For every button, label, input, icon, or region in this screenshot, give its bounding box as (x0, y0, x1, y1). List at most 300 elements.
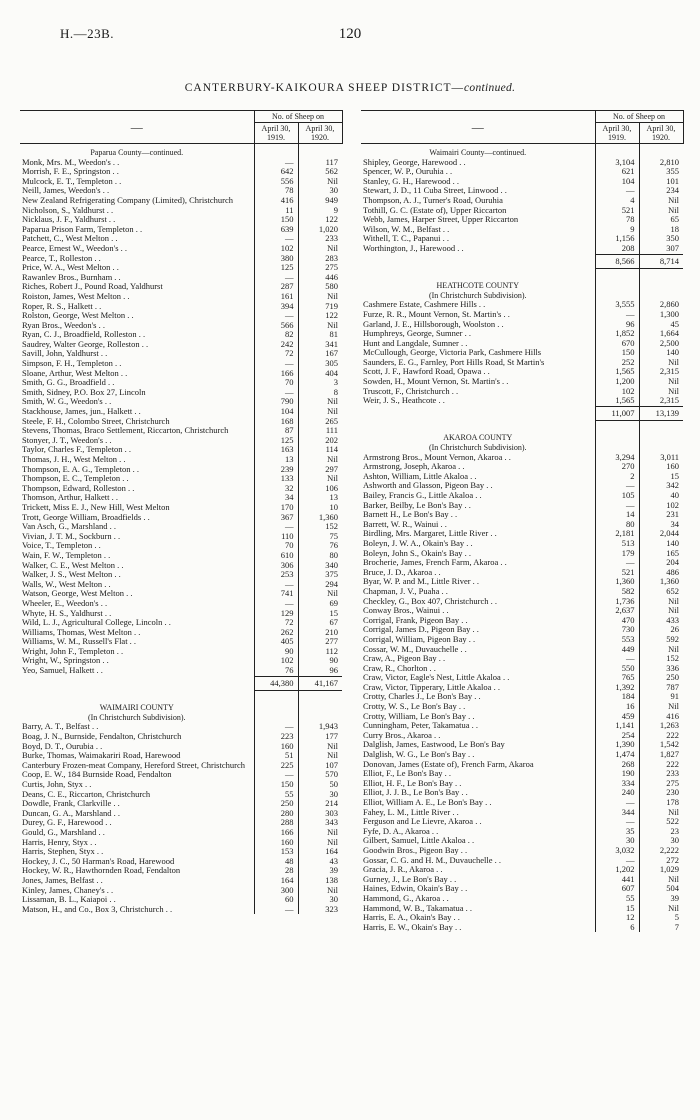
sheep-1920: 138 (298, 876, 342, 886)
sheep-1919: — (254, 311, 298, 321)
owner-name: Crotty, W. S., Le Bon's Bay . . (363, 702, 466, 712)
sheep-1919: 300 (254, 886, 298, 896)
sheep-1919: 521 (595, 568, 639, 578)
owner-name: Corrigal, Frank, Pigeon Bay . . (363, 615, 468, 625)
sheep-1920: 2,315 (639, 367, 683, 377)
sheep-1919: 394 (254, 302, 298, 312)
subdivision-heading (361, 443, 683, 453)
table-row (361, 510, 683, 520)
sheep-1919: 28 (254, 866, 298, 876)
sheep-1920: 522 (639, 817, 683, 827)
sheep-1919: 449 (595, 645, 639, 655)
owner-name: Savill, John, Yaldhurst . . (22, 349, 108, 359)
sheep-1919: 2,637 (595, 606, 639, 616)
sheep-1920: 30 (298, 790, 342, 800)
owner-name: Ryan, C. J., Broadfield, Rolleston . . (22, 330, 146, 340)
table-row (361, 788, 683, 798)
empty-cell (254, 699, 298, 713)
sheep-count-header: No. of Sheep on (595, 111, 683, 123)
right-table-body (361, 144, 683, 933)
owner-header: — (361, 111, 595, 144)
owner-name: Withell, T. C., Papanui . . (363, 234, 449, 244)
table-row (20, 167, 342, 177)
sheep-1920: 7 (639, 923, 683, 933)
sheep-1920: 3,011 (639, 453, 683, 463)
sheep-1920: Nil (639, 645, 683, 655)
sheep-1919: 55 (254, 790, 298, 800)
owner-name: Voice, T., Templeton . . (22, 541, 101, 551)
sheep-1920: Nil (639, 875, 683, 885)
table-row (361, 577, 683, 587)
empty-cell (361, 269, 595, 278)
sheep-1920: 272 (639, 856, 683, 866)
owner-name: Van Asch, G., Marshland . . (22, 522, 116, 532)
empty-cell (361, 421, 595, 430)
sheep-1919: 13 (254, 455, 298, 465)
owner-name: Crotty, William, Le Bon's Bay . . (363, 711, 475, 721)
owner-name: Checkley, G., Box 407, Christchurch . . (363, 596, 498, 606)
sheep-1920: Nil (639, 196, 683, 206)
sheep-1920: 1,300 (639, 310, 683, 320)
sheep-1919: 102 (595, 387, 639, 397)
owner-name: Truscott, F., Christchurch . . (363, 386, 459, 396)
sheep-1920: 1,360 (298, 513, 342, 523)
owner-name: Dalglish, W. G., Le Bon's Bay . . (363, 750, 475, 760)
sheep-1920: 178 (639, 798, 683, 808)
table-row (20, 321, 342, 331)
table-row (361, 587, 683, 597)
owner-name: Haines, Edwin, Okain's Bay . . (363, 884, 468, 894)
sheep-1919: 70 (254, 541, 298, 551)
table-row (361, 196, 683, 206)
table-row (361, 158, 683, 168)
sheep-1919: 288 (254, 818, 298, 828)
sheep-1920: 30 (639, 836, 683, 846)
sheep-1919: 110 (254, 532, 298, 542)
county-heading (361, 144, 683, 158)
sheep-1919: 1,392 (595, 683, 639, 693)
sheep-1920: 446 (298, 273, 342, 283)
sheep-1919: 521 (595, 206, 639, 216)
owner-name: Wright, W., Springston . . (22, 656, 109, 666)
sheep-1920: 34 (639, 520, 683, 530)
sheep-1919: 164 (254, 876, 298, 886)
sheep-1920: 2,810 (639, 158, 683, 168)
sheep-1920: 1,943 (298, 722, 342, 732)
sheep-1919: 153 (254, 847, 298, 857)
owner-name: Tothill, G. C. (Estate of), Upper Riccarton (363, 205, 507, 215)
table-row (20, 177, 342, 187)
table-row (361, 520, 683, 530)
sheep-1920: 307 (639, 244, 683, 254)
owner-name: Smith, G. G., Broadfield . . (22, 378, 115, 388)
table-row (361, 244, 683, 254)
table-row (20, 742, 342, 752)
sheep-1920: 294 (298, 580, 342, 590)
owner-name: Burke, Thomas, Waimakariri Road, Harewood (22, 751, 181, 761)
sheep-1920: 114 (298, 445, 342, 455)
sheep-1919: 741 (254, 589, 298, 599)
owner-name: Craw, A., Pigeon Bay . . (363, 654, 446, 664)
table-row (361, 453, 683, 463)
table-row (20, 609, 342, 619)
sheep-1919: 1,360 (595, 577, 639, 587)
empty-cell (595, 277, 639, 291)
owner-name: Mulcock, E. T., Templeton . . (22, 176, 122, 186)
sheep-1920: 102 (639, 501, 683, 511)
sheep-1920: 80 (298, 551, 342, 561)
sheep-1919: — (254, 722, 298, 732)
owner-name: Coop, E. W., 184 Burnside Road, Fendalton (22, 770, 172, 780)
total-1920: 13,139 (639, 406, 683, 421)
sheep-1920: 592 (639, 635, 683, 645)
sheep-1919: 125 (254, 263, 298, 273)
table-row (20, 905, 342, 915)
table-row (20, 369, 342, 379)
sheep-1919: 15 (595, 904, 639, 914)
sheep-1919: 287 (254, 282, 298, 292)
sheep-1919: 150 (254, 215, 298, 225)
owner-name: Ryan Bros., Weedon's . . (22, 320, 105, 330)
owner-name: Rawanlev Bros., Burnham . . (22, 272, 121, 282)
owner-name: Steele, F. H., Colombo Street, Christchurch (22, 416, 170, 426)
owner-name: Morrish, F. E., Springston . . (22, 167, 119, 177)
empty-cell (361, 406, 595, 421)
sheep-1919: — (595, 481, 639, 491)
sheep-1919: — (254, 158, 298, 168)
sheep-1920: 8 (298, 388, 342, 398)
owner-name: Gurney, J., Le Bon's Bay . . (363, 874, 457, 884)
owner-name: Craw, Victor, Eagle's Nest, Little Akaloa . . (363, 673, 510, 683)
sheep-1920: 341 (298, 340, 342, 350)
owner-name: Crotty, Charles J., Le Bon's Bay . . (363, 692, 481, 702)
total-1919: 8,566 (595, 254, 639, 269)
sheep-1919: — (254, 234, 298, 244)
table-row (361, 549, 683, 559)
county-name: Waimairi County—continued. (429, 148, 527, 157)
table-row (361, 167, 683, 177)
owner-name: Conway Bros., Wainui . . (363, 606, 449, 616)
table-row (20, 397, 342, 407)
sheep-1920: Nil (639, 606, 683, 616)
sheep-1920: Nil (639, 387, 683, 397)
county-total-row (20, 676, 342, 691)
sheep-1920: Nil (639, 808, 683, 818)
table-row (361, 692, 683, 702)
table-row (361, 760, 683, 770)
owner-name: Garland, J. E., Hillsborough, Woolston . . (363, 319, 504, 329)
table-row (20, 722, 342, 732)
sheep-1919: 621 (595, 167, 639, 177)
county-name: Paparua County—continued. (90, 148, 184, 157)
sheep-1920: 76 (298, 541, 342, 551)
sheep-1920: Nil (298, 397, 342, 407)
sheep-1919: 105 (595, 491, 639, 501)
owner-name: Rolston, George, West Melton . . (22, 311, 134, 321)
sheep-1920: 177 (298, 732, 342, 742)
table-row (20, 445, 342, 455)
sheep-count-header: No. of Sheep on (254, 111, 342, 123)
sheep-1920: 277 (298, 637, 342, 647)
sheep-1920: 275 (298, 263, 342, 273)
sheep-1920: 2,860 (639, 300, 683, 310)
owner-name: Furze, R. R., Mount Vernon, St. Martin's . . (363, 309, 510, 319)
sheep-1919: 14 (595, 510, 639, 520)
sheep-1920: 106 (298, 484, 342, 494)
sheep-1920: 140 (639, 348, 683, 358)
sheep-1920: Nil (298, 292, 342, 302)
owner-name: Brocherie, James, French Farm, Akaroa . . (363, 558, 507, 568)
owner-name: Lissaman, B. L., Kaiapoi . . (22, 895, 116, 905)
owner-name: Wheeler, E., Weedon's . . (22, 598, 108, 608)
empty-cell (639, 429, 683, 443)
left-table-body (20, 144, 342, 915)
table-row (20, 186, 342, 196)
sheep-1919: 48 (254, 857, 298, 867)
sheep-1920: 233 (298, 234, 342, 244)
sheep-1919: — (595, 310, 639, 320)
owner-name: Elliot, J. J. B., Le Bon's Bay . . (363, 788, 468, 798)
table-row (20, 818, 342, 828)
county-name: HEATHCOTE COUNTY (436, 281, 519, 291)
sheep-1920: 152 (298, 522, 342, 532)
owner-name: New Zealand Refrigerating Company (Limited), Christchurch (22, 195, 234, 205)
table-row (20, 417, 342, 427)
table-row (20, 580, 342, 590)
sheep-1919: 1,200 (595, 377, 639, 387)
sheep-1919: 12 (595, 913, 639, 923)
sheep-1920: 2,500 (639, 339, 683, 349)
sheep-1919: 380 (254, 254, 298, 264)
owner-name: Harris, E. W., Okain's Bay . . (363, 922, 462, 932)
sheep-1920: 340 (298, 561, 342, 571)
owner-name: Craw, Victor, Tipperary, Little Akaloa . . (363, 682, 500, 692)
owner-name: Wright, John F., Templeton . . (22, 646, 124, 656)
sheep-1920: 949 (298, 196, 342, 206)
owner-name: Price, W. A., West Melton . . (22, 263, 119, 273)
sheep-1920: 112 (298, 647, 342, 657)
sheep-1920: 222 (639, 731, 683, 741)
table-row (20, 244, 342, 254)
sheep-1920: 30 (298, 186, 342, 196)
total-1919: 11,007 (595, 406, 639, 421)
table-row (20, 780, 342, 790)
sheep-1920: 283 (298, 254, 342, 264)
sheep-1919: 30 (595, 836, 639, 846)
table-row (361, 731, 683, 741)
sheep-1920: 305 (298, 359, 342, 369)
sheep-1920: 1,263 (639, 721, 683, 731)
owner-name: Smith, Sidney, P.O. Box 27, Lincoln (22, 387, 146, 397)
sheep-1919: — (254, 770, 298, 780)
sheep-1920: 9 (298, 206, 342, 216)
table-row (20, 503, 342, 513)
empty-cell (639, 269, 683, 278)
sheep-1920: 26 (639, 625, 683, 635)
table-row (20, 225, 342, 235)
table-row (20, 378, 342, 388)
owner-name: Cunningham, Peter, Takamatua . . (363, 721, 479, 731)
sheep-1919: 163 (254, 445, 298, 455)
sheep-1919: 161 (254, 292, 298, 302)
owner-name: Gilbert, Samuel, Little Akaloa . . (363, 836, 475, 846)
owner-name: Scott, J. F., Hawford Road, Opawa . . (363, 367, 490, 377)
sheep-1920: 39 (639, 894, 683, 904)
table-row (361, 558, 683, 568)
table-row (20, 551, 342, 561)
empty-cell (298, 699, 342, 713)
sheep-1919: 416 (254, 196, 298, 206)
sheep-1919: 1,736 (595, 597, 639, 607)
sheep-1920: 210 (298, 628, 342, 638)
table-row (20, 751, 342, 761)
owner-name: Williams, Thomas, West Melton . . (22, 627, 141, 637)
empty-cell (298, 713, 342, 723)
sheep-1920: 2,315 (639, 396, 683, 406)
sheep-1919: 208 (595, 244, 639, 254)
subdivision-heading (20, 713, 342, 723)
owner-name: Shipley, George, Harewood . . (363, 157, 466, 167)
sheep-1919: 34 (254, 493, 298, 503)
sheep-1919: 582 (595, 587, 639, 597)
table-row (20, 838, 342, 848)
sheep-1920: 81 (298, 330, 342, 340)
owner-name: Fyfe, D. A., Akaroa . . (363, 826, 439, 836)
owner-name: Saudrey, Walter George, Rolleston . . (22, 339, 149, 349)
table-row (20, 895, 342, 905)
table-row (361, 836, 683, 846)
sheep-1919: — (595, 856, 639, 866)
sheep-1920: Nil (298, 455, 342, 465)
owner-name: Curry Bros., Akaroa . . (363, 730, 441, 740)
sheep-1920: 15 (298, 609, 342, 619)
owner-name: Wain, F. W., Templeton . . (22, 550, 111, 560)
table-row (20, 263, 342, 273)
table-row (361, 913, 683, 923)
owner-name: McCullough, George, Victoria Park, Cashmere Hills (363, 348, 542, 358)
sheep-1920: Nil (298, 321, 342, 331)
owner-name: Yeo, Samuel, Halkett . . (22, 666, 103, 676)
owner-name: Elliot, H. F., Le Bon's Bay . . (363, 778, 462, 788)
total-1920: 8,714 (639, 254, 683, 269)
sheep-1919: 179 (595, 549, 639, 559)
table-row (20, 666, 342, 676)
owner-name: Boyd, D. T., Ourubia . . (22, 741, 103, 751)
owner-name: Simpson, F. H., Templeton . . (22, 359, 122, 369)
sheep-1919: 87 (254, 426, 298, 436)
sheep-1920: 1,020 (298, 225, 342, 235)
owner-name: Bruce, J. D., Akaroa . . (363, 567, 441, 577)
owner-name: Ashton, William, Little Akaloa . . (363, 471, 477, 481)
sheep-1920: 50 (298, 780, 342, 790)
sheep-1919: 76 (254, 666, 298, 676)
table-row (361, 539, 683, 549)
owner-name: Dowdle, Frank, Clarkville . . (22, 799, 120, 809)
subdivision-name: (In Christchurch Subdivision). (428, 290, 527, 300)
table-row (361, 923, 683, 933)
sheep-1919: — (595, 558, 639, 568)
table-row (361, 673, 683, 683)
owner-name: Stanley, G. H., Harewood . . (363, 176, 459, 186)
empty-cell (595, 421, 639, 430)
sheep-1919: — (595, 186, 639, 196)
owner-name: Armstrong, Joseph, Akaroa . . (363, 462, 465, 472)
sheep-1919: 280 (254, 809, 298, 819)
table-row (361, 827, 683, 837)
sheep-1919: 441 (595, 875, 639, 885)
owner-name: Weir, J. S., Heathcote . . (363, 396, 445, 406)
sheep-1920: 122 (298, 215, 342, 225)
owner-name: Chapman, J. V., Puaha . . (363, 586, 448, 596)
owner-name: Corrigal, James D., Pigeon Bay . . (363, 625, 479, 635)
sheep-1920: 231 (639, 510, 683, 520)
sheep-1920: 230 (639, 788, 683, 798)
sheep-1920: 140 (639, 539, 683, 549)
sheep-1919: 35 (595, 827, 639, 837)
sheep-1920: Nil (298, 589, 342, 599)
subdivision-heading (361, 291, 683, 301)
sheep-1920: 1,029 (639, 865, 683, 875)
empty-cell (639, 144, 683, 158)
sheep-1920: 719 (298, 302, 342, 312)
county-total-row (361, 406, 683, 421)
sheep-1919: 3,104 (595, 158, 639, 168)
owner-name: Thompson, A. J., Turner's Road, Ouruhia (363, 195, 503, 205)
sheep-1920: 214 (298, 799, 342, 809)
sheep-1920: 233 (639, 769, 683, 779)
table-row (20, 282, 342, 292)
owner-name: Elliot, F., Le Bon's Bay . . (363, 769, 451, 779)
sheep-1920: Nil (639, 904, 683, 914)
table-row (20, 436, 342, 446)
owner-name: Webb, James, Harper Street, Upper Riccarton (363, 215, 519, 225)
table-row (20, 465, 342, 475)
sheep-1920: 222 (639, 760, 683, 770)
sheep-1920: 101 (639, 177, 683, 187)
sheep-1919: 3,294 (595, 453, 639, 463)
table-row (361, 894, 683, 904)
table-row (361, 348, 683, 358)
sheep-1920: 416 (639, 712, 683, 722)
owner-name: Paparua Prison Farm, Templeton . . (22, 224, 143, 234)
owner-name: Hunt and Langdale, Sumner . . (363, 338, 468, 348)
owner-name: Whyte, H. S., Yaldhurst . . (22, 608, 112, 618)
empty-cell (639, 443, 683, 453)
sheep-1920: 23 (639, 827, 683, 837)
owner-name: Kinley, James, Chaney's . . (22, 885, 114, 895)
owner-header: — (20, 111, 254, 144)
sheep-1919: 190 (595, 769, 639, 779)
owner-name: Monk, Mrs. M., Weedon's . . (22, 157, 120, 167)
sheep-1920: 652 (639, 587, 683, 597)
table-row (361, 875, 683, 885)
sheep-1920: 250 (639, 673, 683, 683)
sheep-1920: 433 (639, 616, 683, 626)
sheep-1920: 2,044 (639, 529, 683, 539)
sheep-1920: 111 (298, 426, 342, 436)
sheep-1919: 250 (254, 799, 298, 809)
owner-name: Matson, H., and Co., Box 3, Christchurch . . (22, 904, 173, 914)
sheep-1919: 6 (595, 923, 639, 933)
owner-name: Stevens, Thomas, Braco Settlement, Riccarton, Christchurch (22, 426, 229, 436)
sheep-1920: Nil (298, 828, 342, 838)
table-row (361, 225, 683, 235)
owner-name: Stackhouse, James, jun., Halkett . . (22, 407, 141, 417)
sheep-1920: 787 (639, 683, 683, 693)
owner-name: Walls, W., West Melton . . (22, 579, 111, 589)
sheep-1920: 43 (298, 857, 342, 867)
sheep-1920: 404 (298, 369, 342, 379)
